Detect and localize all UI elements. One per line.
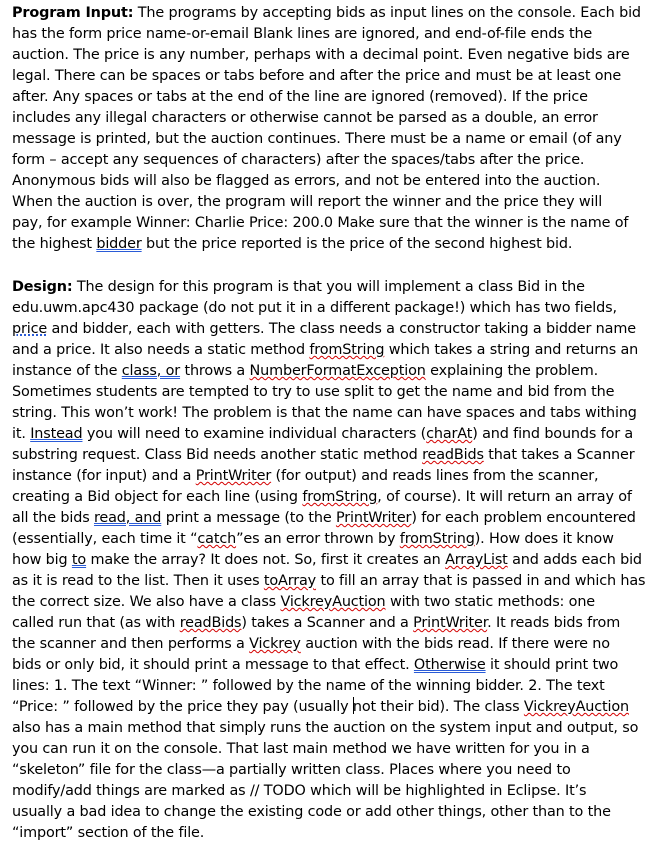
grammar-flagged-word[interactable]: price: [12, 321, 48, 337]
grammar-flagged-word[interactable]: Otherwise: [413, 657, 486, 673]
spelling-flagged-word[interactable]: VickreyAuction: [523, 699, 629, 715]
text-line: usually a bad idea to change the existing code or add other things, other than to the: [12, 804, 611, 820]
spelling-flagged-word[interactable]: PrintWriter: [335, 510, 412, 526]
text-line: message is printed, but the auction continues. There must be a name or email (of any: [12, 131, 622, 147]
text-line: string. This won’t work! The problem is that the name can have spaces and tabs withing: [12, 405, 637, 421]
spelling-flagged-word[interactable]: fromString: [399, 531, 475, 547]
text-line: (essentially, each time it “catch”es an error thrown by fromString). How does it know: [12, 531, 614, 547]
spelling-flagged-word[interactable]: PrintWriter: [413, 615, 488, 631]
text-line: lines: 1. The text “Winner: ” followed by the name of the winning bidder. 2. The text: [12, 678, 605, 694]
spelling-flagged-word[interactable]: PrintWriter: [195, 468, 272, 484]
spelling-flagged-word[interactable]: NumberFormatException: [249, 363, 426, 379]
text-line: the scanner and then performs a Vickrey auction with the bids read. If there were no: [12, 636, 610, 652]
spelling-flagged-word[interactable]: fromString: [302, 489, 378, 505]
text-line: all the bids read, and print a message (to the PrintWriter) for each problem encountered: [12, 510, 636, 526]
spelling-flagged-word[interactable]: readBids: [179, 615, 242, 631]
grammar-flagged-word[interactable]: class, or: [121, 363, 181, 379]
design-label: Design:: [12, 279, 73, 295]
spelling-flagged-word[interactable]: VickreyAuction: [280, 594, 386, 610]
text-line: it. Instead you will need to examine individual characters (charAt) and find bounds for a: [12, 426, 634, 442]
text-line: Program Input: The programs by accepting bids as input lines on the console. Each bid: [12, 5, 641, 21]
design-paragraph: [12, 277, 648, 844]
text-line: auction. The price is any number, perhaps with a decimal point. Even negative bids are: [12, 47, 630, 63]
text-line: “skeleton” file for the class—a partially written class. Places where you need to: [12, 762, 571, 778]
text-line: instance of the class, or throws a NumberFormatException explaining the problem.: [12, 363, 599, 379]
spelling-flagged-word[interactable]: ArrayList: [445, 552, 508, 568]
text-line: edu.uwm.apc430 package (do not put it in a different package!) which has two fields,: [12, 300, 617, 316]
text-line: legal. There can be spaces or tabs before and after the price and must be at least one: [12, 68, 622, 84]
grammar-flagged-word[interactable]: to: [71, 552, 87, 568]
text-line: you can run it on the console. That last main method we have written for you in a: [12, 741, 590, 757]
text-line: includes any illegal characters or otherwise cannot be parsed as a double, an error: [12, 110, 598, 126]
text-line: Design: The design for this program is that you will implement a class Bid in the: [12, 279, 585, 295]
text-line: and a price. It also needs a static method fromString which takes a string and returns an: [12, 342, 639, 358]
text-line: “import” section of the file.: [12, 825, 205, 841]
text-line: after. Any spaces or tabs at the end of the line are ignored (removed). If the price: [12, 89, 588, 105]
program-input-label: Program Input:: [12, 5, 134, 21]
text-line: instance (for input) and a PrintWriter (for output) and reads lines from the scanner,: [12, 468, 599, 484]
text-line: bids or only bid, it should print a message to that effect. Otherwise it should print two: [12, 657, 619, 673]
text-line: Sometimes students are tempted to try to use split to get the name and bid from the: [12, 384, 615, 400]
text-line: form – accept any sequences of characters) after the spaces/tabs after the price.: [12, 152, 585, 168]
text-line: modify/add things are marked as // TODO which will be highlighted in Eclipse. It’s: [12, 783, 587, 799]
text-line: price and bidder, each with getters. The class needs a constructor taking a bidder name: [12, 321, 636, 337]
program-input-paragraph: [12, 3, 648, 255]
text-line: When the auction is over, the program will report the winner and the price they will: [12, 194, 603, 210]
text-line: how big to make the array? It does not. So, first it creates an ArrayList and adds each bid: [12, 552, 642, 568]
text-line: substring request. Class Bid needs another static method readBids that takes a Scanner: [12, 447, 635, 463]
text-line: “Price: ” followed by the price they pay (usually not their bid). The class VickreyAuction: [12, 699, 629, 715]
text-line: the correct size. We also have a class VickreyAuction with two static methods: one: [12, 594, 596, 610]
spelling-flagged-word[interactable]: catch: [197, 531, 237, 547]
spelling-flagged-word[interactable]: Vickrey: [249, 636, 301, 652]
grammar-flagged-word[interactable]: bidder: [96, 236, 142, 252]
text-line: also has a main method that simply runs the auction on the system input and output, so: [12, 720, 639, 736]
text-line: pay, for example Winner: Charlie Price: 200.0 Make sure that the winner is the name of: [12, 215, 629, 231]
text-line: called run that (as with readBids) takes a Scanner and a PrintWriter. It reads bids from: [12, 615, 621, 631]
text-line: the highest bidder but the price reported is the price of the second highest bid.: [12, 236, 573, 252]
spelling-flagged-word[interactable]: readBids: [422, 447, 484, 463]
text-line: as it is read to the list. Then it uses toArray to fill an array that is passed in and which has: [12, 573, 646, 589]
grammar-flagged-word[interactable]: read, and: [93, 510, 162, 526]
text-line: has the form price name-or-email Blank lines are ignored, and end-of-file ends the: [12, 26, 593, 42]
text-line: creating a Bid object for each line (using fromString, of course). It will return an array of: [12, 489, 632, 505]
spelling-flagged-word[interactable]: fromString: [309, 342, 385, 358]
spelling-flagged-word[interactable]: toArray: [263, 573, 317, 589]
spelling-flagged-word[interactable]: charAt: [426, 426, 473, 442]
text-line: Anonymous bids will also be flagged as errors, and not be entered into the auction.: [12, 173, 601, 189]
grammar-flagged-word[interactable]: Instead: [30, 426, 83, 442]
